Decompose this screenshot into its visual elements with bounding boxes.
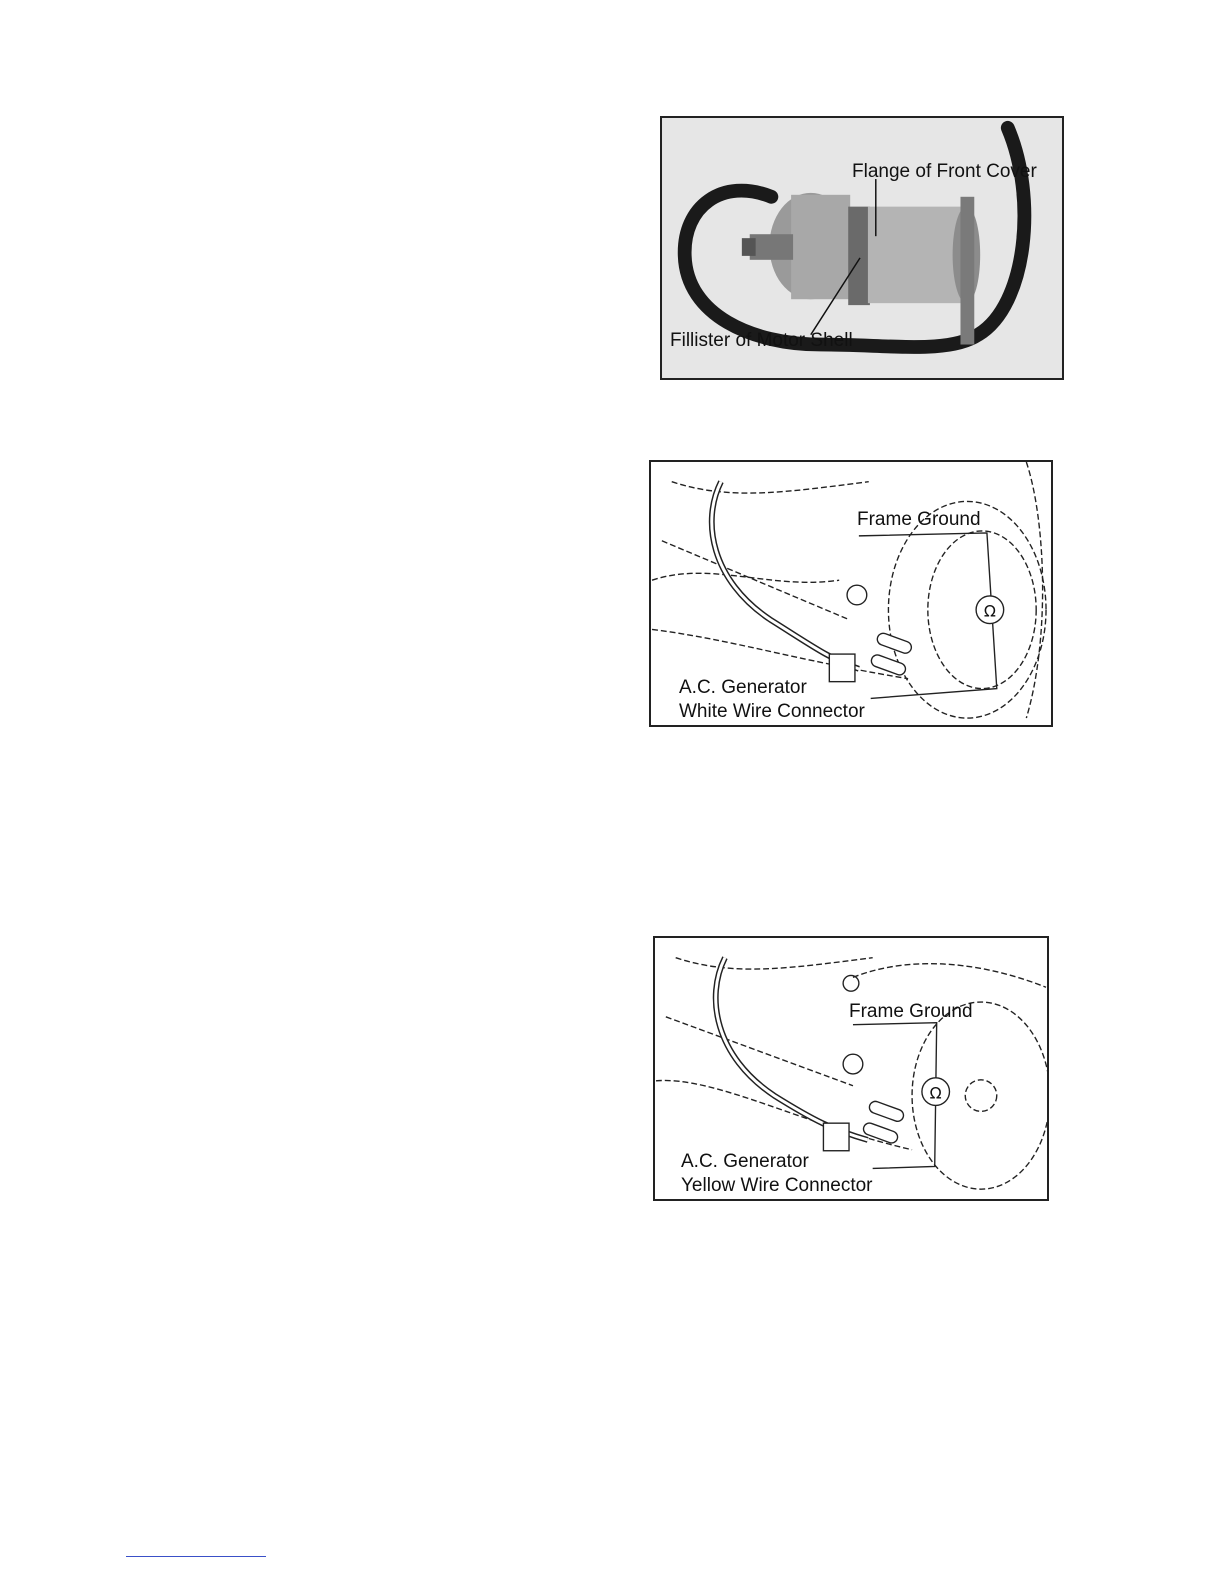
flange-label: Flange of Front Cover — [852, 161, 1037, 182]
connector-housing — [829, 654, 855, 682]
ac-generator-label: A.C. Generator — [681, 1151, 809, 1172]
ohm-glyph: Ω — [929, 1083, 942, 1103]
white-wire-connector-diagram — [649, 460, 1053, 727]
connector-plug — [868, 1100, 905, 1123]
motor-shaft — [750, 234, 793, 260]
connector-label: White Wire Connector — [679, 701, 865, 722]
ohm-glyph: Ω — [983, 601, 996, 621]
yellow-wire-connector-diagram — [653, 936, 1049, 1201]
frame-ground-label: Frame Ground — [857, 509, 981, 530]
motor-flange — [848, 207, 870, 305]
motor-body — [868, 207, 966, 304]
wire-harness — [716, 958, 868, 1140]
starter-motor-photo — [660, 116, 1064, 380]
frame-ground-label: Frame Ground — [849, 1001, 973, 1022]
fillister-label: Fillister of Motor Shell — [670, 330, 853, 351]
footnote-rule — [126, 1556, 266, 1557]
connector-label: Yellow Wire Connector — [681, 1175, 873, 1196]
motor-bracket — [960, 197, 974, 345]
connector-housing — [823, 1123, 849, 1151]
ac-generator-label: A.C. Generator — [679, 677, 807, 698]
